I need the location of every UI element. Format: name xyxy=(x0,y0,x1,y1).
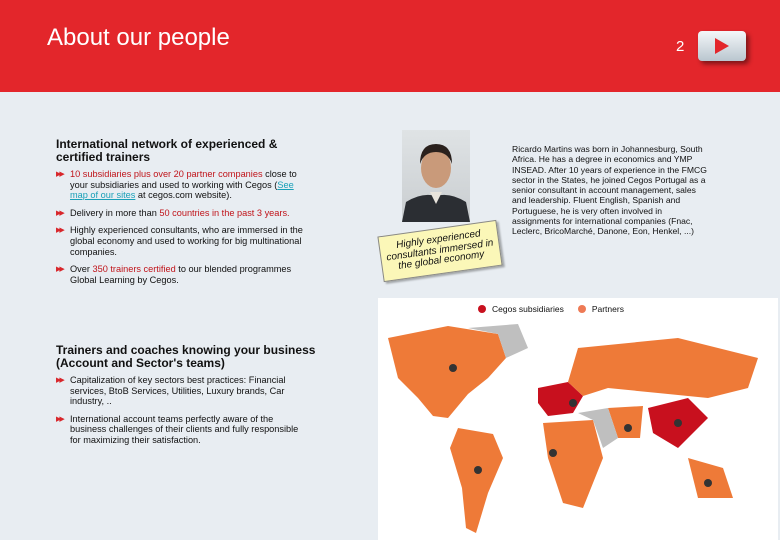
map-graphic xyxy=(378,298,778,540)
play-icon xyxy=(715,38,729,54)
bullet-icon: ▶▶ xyxy=(56,266,63,274)
trainer-bullets xyxy=(56,375,306,453)
section-heading-trainers: Trainers and coaches knowing your business (Account and Sector's teams) xyxy=(56,343,316,370)
consultant-bio: Ricardo Martins was born in Johannesburg, South Africa. He has a degree in economics and YMP INSEAD. After 10 years of experience in the FMCG sector in the States, he joined Cegos Portugal as a senior consultant in account management, sales and leadership. Fluent English, Spanish and Portuguese, he is very often involved in assignments for international companies (Fnac, Leclerc, BricoMarché, Danone, Eon, Henkel, ...) xyxy=(512,144,707,237)
play-button[interactable] xyxy=(698,31,746,61)
list-item: ▶▶ 10 subsidiaries plus over 20 partner companies close to your subsidiaries and used to working with Cegos (See map of our sites at cegos.com website). xyxy=(56,169,297,201)
list-item: ▶▶ International account teams perfectly aware of the business challenges of their clients and fully responsible for maximizing their satisfaction. xyxy=(56,413,299,445)
sticky-note: Highly experienced consultants immersed in the global economy xyxy=(377,220,502,282)
consultant-photo xyxy=(402,130,470,222)
bullet-icon: ▶▶ xyxy=(56,209,63,217)
page-number: 2 xyxy=(676,38,685,55)
bullet-icon: ▶▶ xyxy=(56,227,63,235)
header-bar xyxy=(0,0,780,92)
bullet-icon: ▶▶ xyxy=(56,377,63,384)
page-title: About our people xyxy=(47,24,230,51)
list-item: ▶▶ Highly experienced consultants, who are immersed in the global economy and used to working for big multinational companies. xyxy=(56,225,303,257)
map-link[interactable]: See map of our sites xyxy=(70,179,294,201)
list-item: ▶▶ Capitalization of key sectors best practices: Financial services, BtoB Services, Utilities, Luxury brands, Car industry, .. xyxy=(56,375,286,407)
bullet-icon: ▶▶ xyxy=(56,415,63,423)
section-heading-network: International network of experienced & certified trainers xyxy=(56,137,278,164)
bullet-icon: ▶▶ xyxy=(56,171,63,178)
list-item: ▶▶ Delivery in more than 50 countries in the past 3 years. xyxy=(56,207,290,218)
legend-item: Cegos subsidiaries xyxy=(478,304,564,314)
list-item: ▶▶ Over 350 trainers certified to our blended programmes Global Learning by Cegos. xyxy=(56,264,292,285)
network-bullets xyxy=(56,169,306,292)
legend-item: Partners xyxy=(578,304,624,314)
world-map xyxy=(378,298,778,540)
